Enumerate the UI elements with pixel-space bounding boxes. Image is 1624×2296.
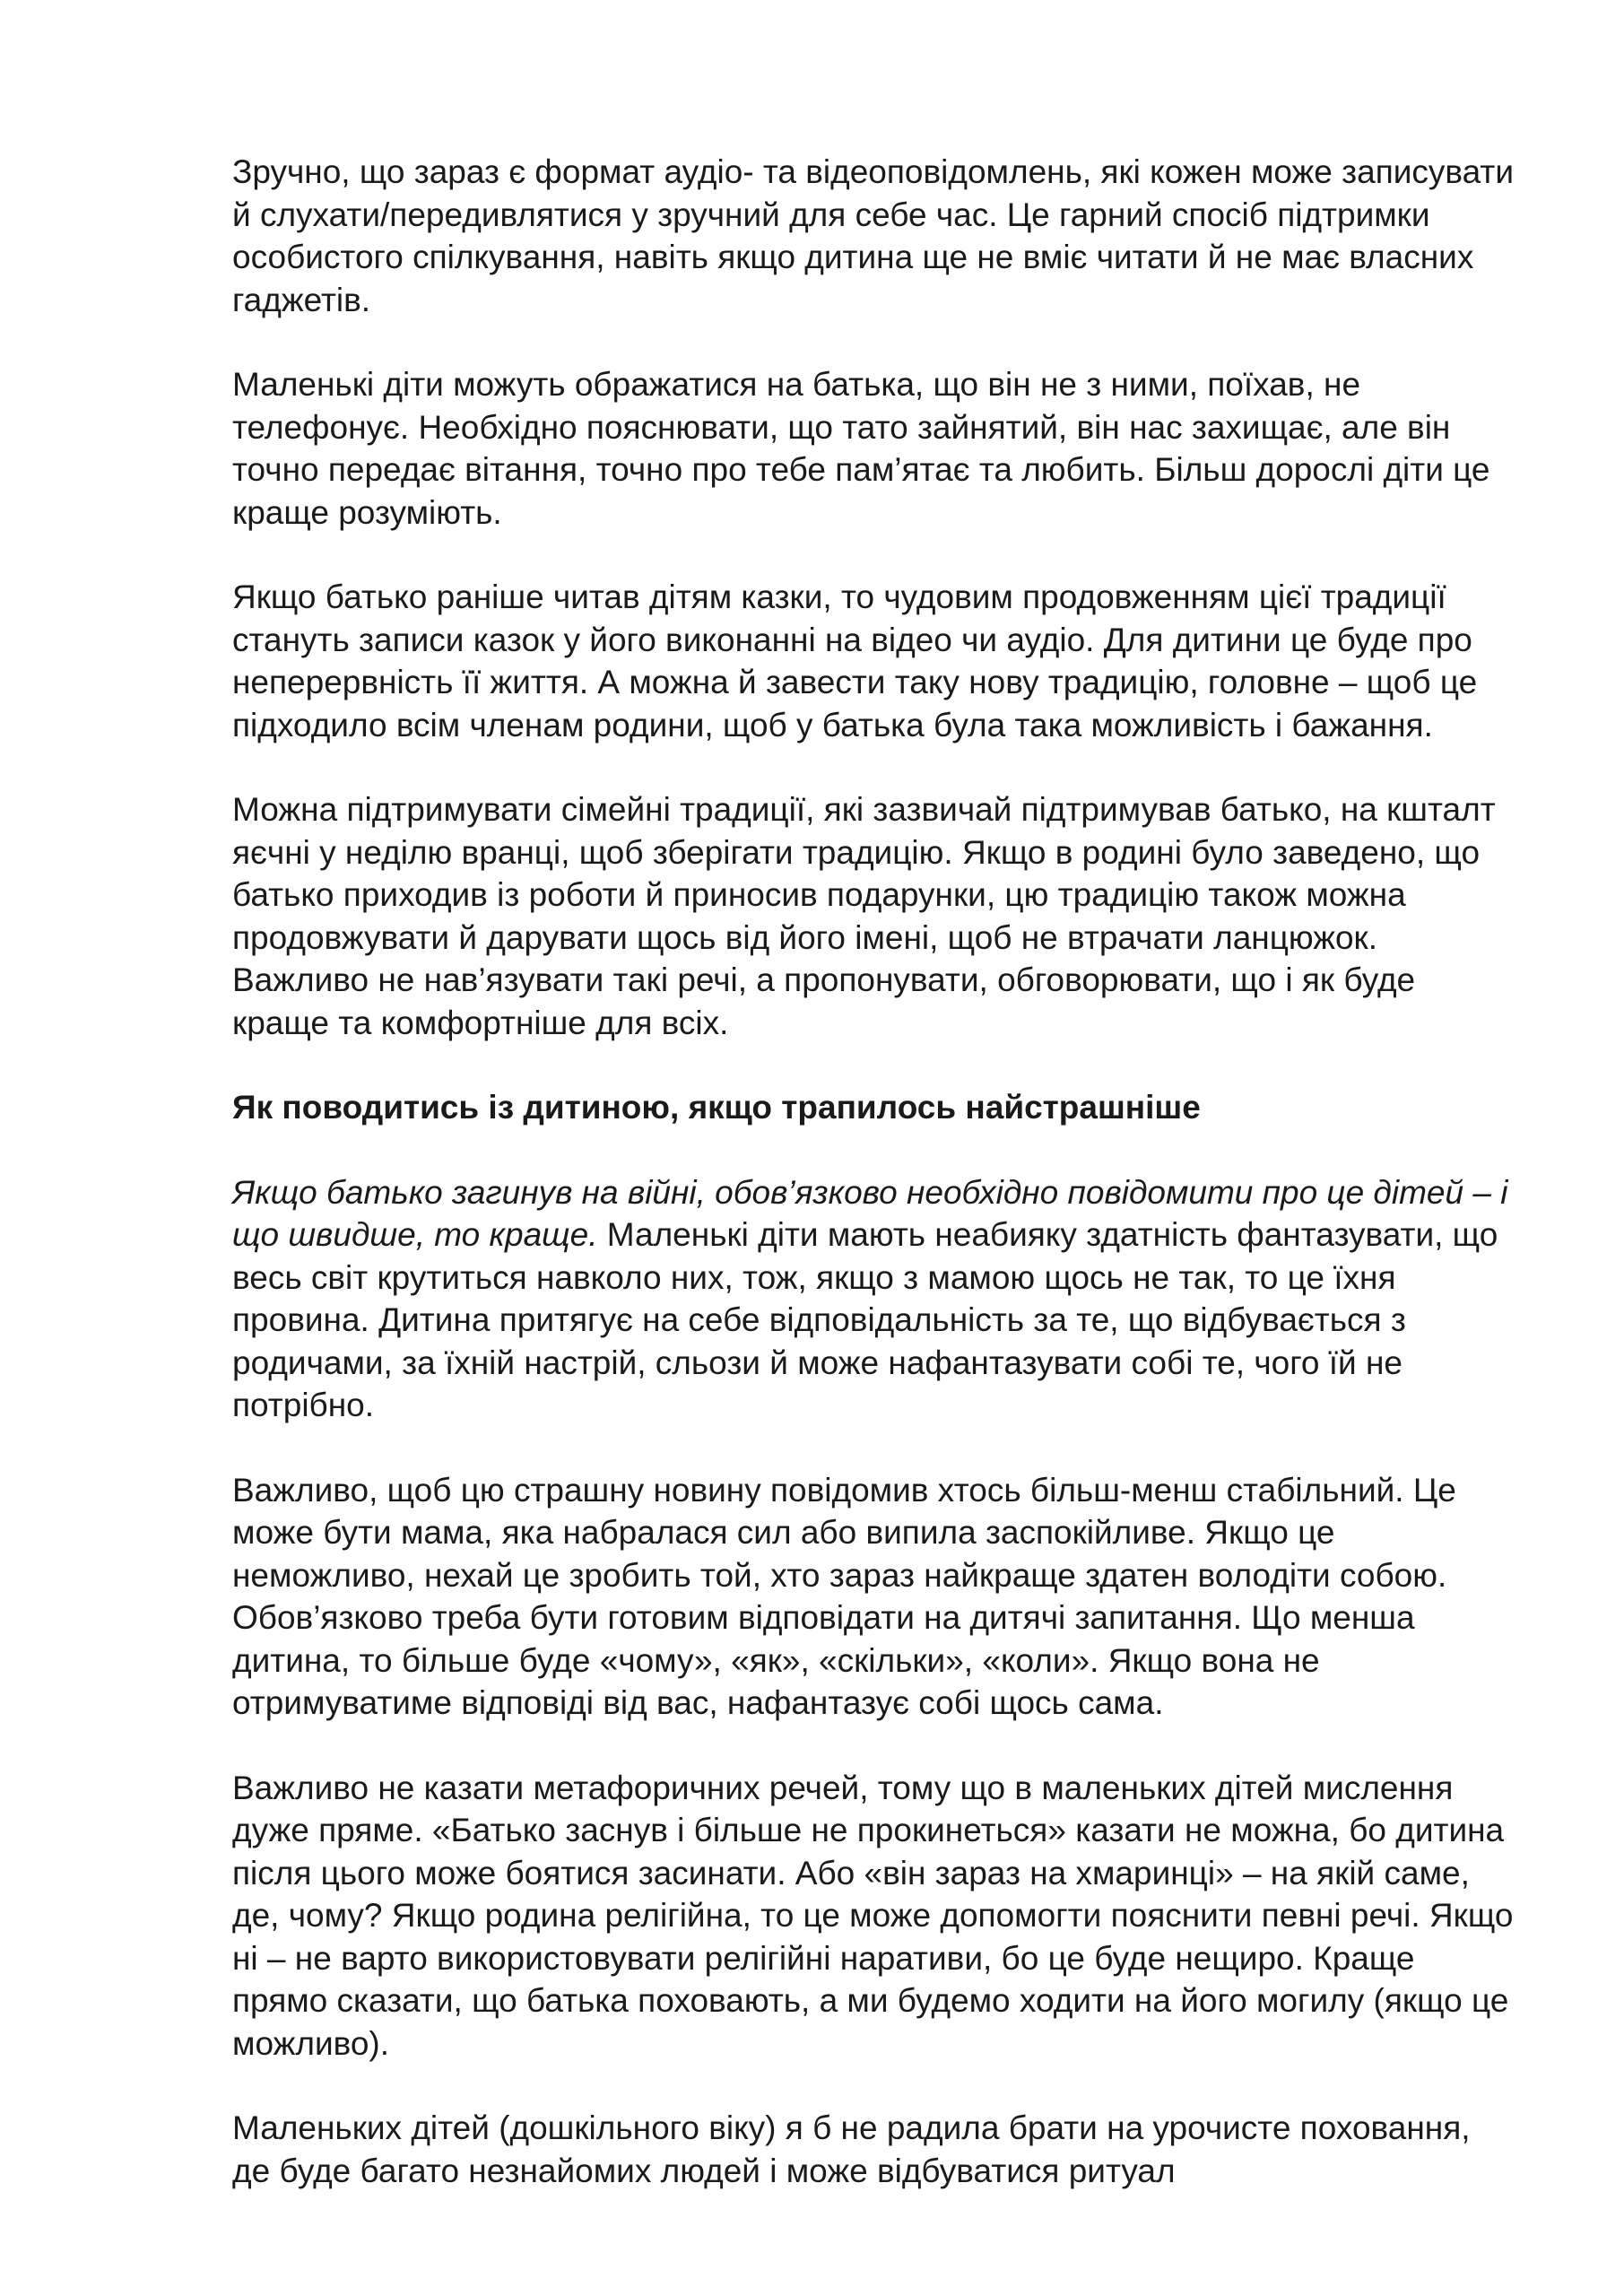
section-heading: Як поводитись із дитиною, якщо трапилось найстрашніше — [232, 1089, 1201, 1126]
paragraph-young-children-offended: Маленькі діти можуть ображатися на батька, що він не з ними, поїхав, не телефонує. Необхідно пояснювати, що тато зайнятий, він нас захищає, але він точно передає вітання, точно про тебе пам’ятає та любить. Більш дорослі діти це краще розуміють. — [232, 366, 1490, 531]
paragraph-no-metaphors: Важливо не казати метафоричних речей, тому що в маленьких дітей мислення дуже пряме. «Батько заснув і більше не прокинеться» казати не можна, бо дитина після цього може боятися засинати. Або «він зараз на хмаринці» – на якій саме, де, чому? Якщо родина релігійна, то це може допомогти пояснити певні речі. Якщо ні – не варто використовувати релігійні наративи, бо це буде нещиро. Краще прямо сказати, що батька поховають, а ми будемо ходити на його могилу (якщо це можливо). — [232, 1769, 1514, 2062]
paragraph-inform-children — [232, 1171, 1515, 1427]
paragraph-family-traditions: Можна підтримувати сімейні традиції, які зазвичай підтримував батько, на кшталт яєчні у неділю вранці, щоб зберігати традицію. Якщо в родині було заведено, що батько приходив із роботи й приносив подарунки, цю традицію також можна продовжувати й дарувати щось від його імені, щоб не втрачати ланцюжок. Важливо не нав’язувати такі речі, а пропонувати, обговорювати, що і як буде краще та комфортніше для всіх. — [232, 791, 1496, 1041]
paragraph-funeral-attendance: Маленьких дітей (дошкільного віку) я б не радила брати на урочисте поховання, де буде багато незнайомих людей і може відбуватися ритуал — [232, 2109, 1471, 2189]
document-page — [232, 151, 1515, 2234]
paragraph-who-tells-news: Важливо, щоб цю страшну новину повідомив хтось більш-менш стабільний. Це може бути мама, яка набралася сил або випила заспокійливе. Якщо це неможливо, нехай це зробить той, хто зараз найкраще здатен володіти собою. Обов’язково треба бути готовим відповідати на дитячі запитання. Що менша дитина, то більше буде «чому», «як», «скільки», «коли». Якщо вона не отримуватиме відповіді від вас, нафантазує собі щось сама. — [232, 1471, 1456, 1721]
paragraph-inform-children-rest: Маленькі діти мають неабияку здатність фантазувати, що весь світ крутиться навколо них, тож, якщо з мамою щось не так, то це їхня провина. Дитина притягує на себе відповідальність за те, що відбувається з родичами, за їхній настрій, сльози й може нафантазувати собі те, чого їй не потрібно. — [232, 1216, 1498, 1423]
paragraph-audio-video-messages: Зручно, що зараз є формат аудіо- та відеоповідомлень, які кожен може записувати й слухати/передивлятися у зручний для себе час. Це гарний спосіб підтримки особистого спілкування, навіть якщо дитина ще не вміє читати й не має власних гаджетів. — [232, 153, 1515, 318]
paragraph-fairy-tale-tradition: Якщо батько раніше читав дітям казки, то чудовим продовженням цієї традиції стануть записи казок у його виконанні на відео чи аудіо. Для дитини це буде про неперервність її життя. А можна й завести таку нову традицію, головне – щоб це підходило всім членам родини, щоб у батька була така можливість і бажання. — [232, 578, 1478, 744]
paragraph-inform-children-italic: Якщо батько загинув на війні, обов’язково необхідно повідомити про це дітей – і що швидше, то краще. — [232, 1173, 1508, 1253]
